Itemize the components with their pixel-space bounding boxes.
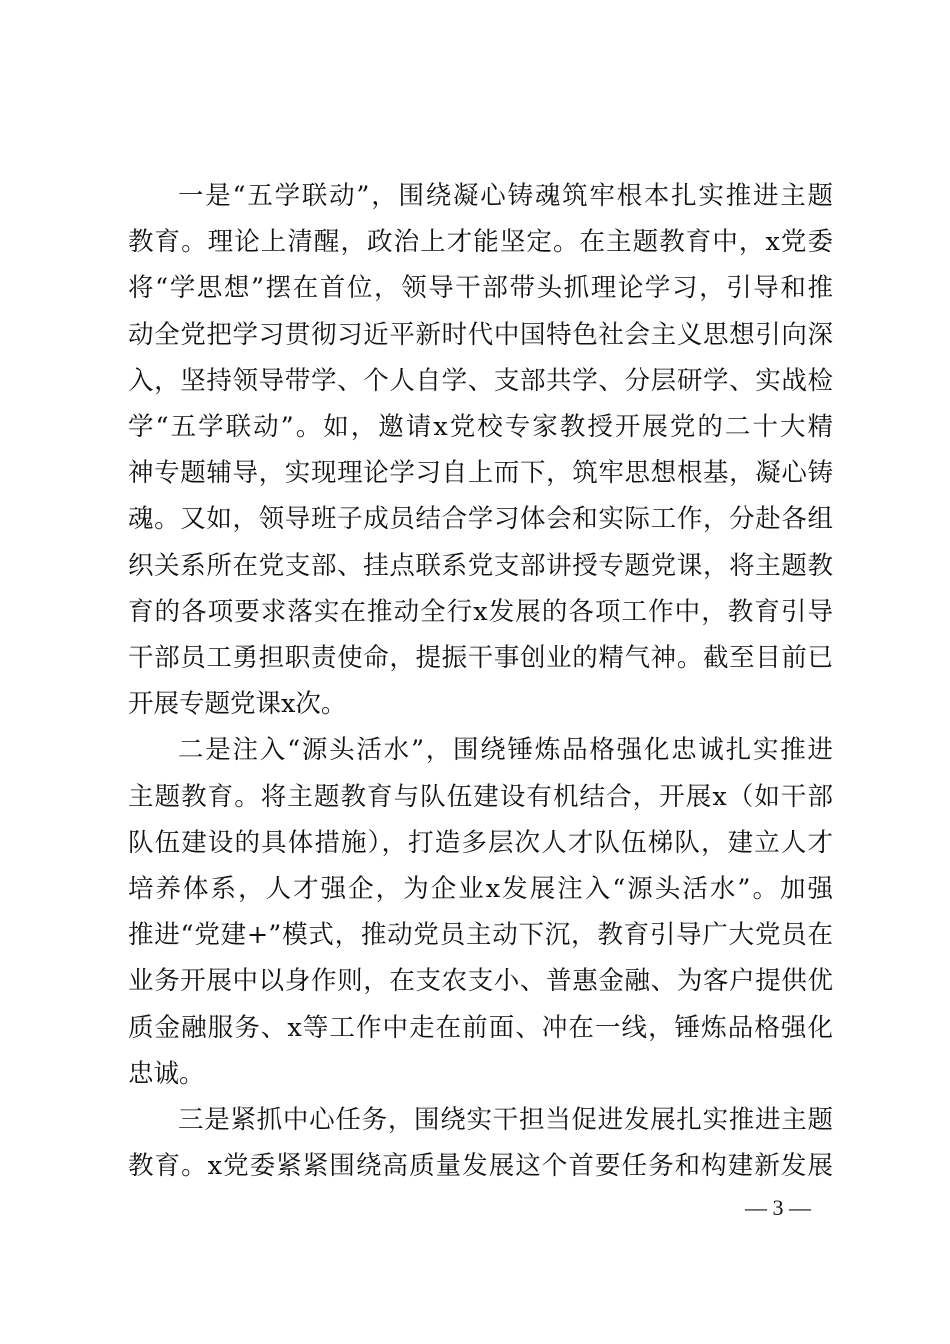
page-number: — 3 — <box>745 1195 811 1220</box>
text-line: 教育。理论上清醒，政治上才能坚定。在主题教育中，x党委 <box>128 227 833 257</box>
text-line: 教育。x党委紧紧围绕高质量发展这个首要任务和构建新发展 <box>128 1151 833 1181</box>
text-line: 神专题辅导，实现理论学习自上而下，筑牢思想根基，凝心铸 <box>128 458 833 488</box>
text-line: 学“五学联动”。如，邀请x党校专家教授开展党的二十大精 <box>128 412 833 442</box>
text-line: 队伍建设的具体措施），打造多层次人才队伍梯队，建立人才 <box>128 828 833 858</box>
text-line: 魂。又如，领导班子成员结合学习体会和实际工作，分赴各组 <box>128 504 833 534</box>
text-line: 一是“五学联动”，围绕凝心铸魂筑牢根本扎实推进主题 <box>178 181 833 211</box>
text-line: 三是紧抓中心任务，围绕实干担当促进发展扎实推进主题 <box>178 1105 833 1135</box>
text-line: 育的各项要求落实在推动全行x发展的各项工作中，教育引导 <box>128 597 833 627</box>
text-line: 忠诚。 <box>128 1059 205 1089</box>
text-line: 业务开展中以身作则，在支农支小、普惠金融、为客户提供优 <box>128 966 833 996</box>
text-line: 开展专题党课x次。 <box>128 689 347 719</box>
text-line: 入，坚持领导带学、个人自学、支部共学、分层研学、实战检 <box>128 366 833 396</box>
text-line: 质金融服务、x等工作中走在前面、冲在一线，锤炼品格强化 <box>128 1013 833 1043</box>
text-line: 动全党把学习贯彻习近平新时代中国特色社会主义思想引向深 <box>128 320 833 350</box>
text-line: 推进“党建+”模式，推动党员主动下沉，教育引导广大党员在 <box>128 920 833 950</box>
text-line: 将“学思想”摆在首位，领导干部带头抓理论学习，引导和推 <box>128 273 833 303</box>
text-line: 干部员工勇担职责使命，提振干事创业的精气神。截至目前已 <box>128 643 833 673</box>
text-line: 二是注入“源头活水”，围绕锤炼品格强化忠诚扎实推进 <box>178 735 833 765</box>
text-line: 主题教育。将主题教育与队伍建设有机结合，开展x（如干部 <box>128 782 833 812</box>
text-line: 织关系所在党支部、挂点联系党支部讲授专题党课，将主题教 <box>128 551 833 581</box>
text-line: 培养体系，人才强企，为企业x发展注入“源头活水”。加强 <box>128 874 833 904</box>
